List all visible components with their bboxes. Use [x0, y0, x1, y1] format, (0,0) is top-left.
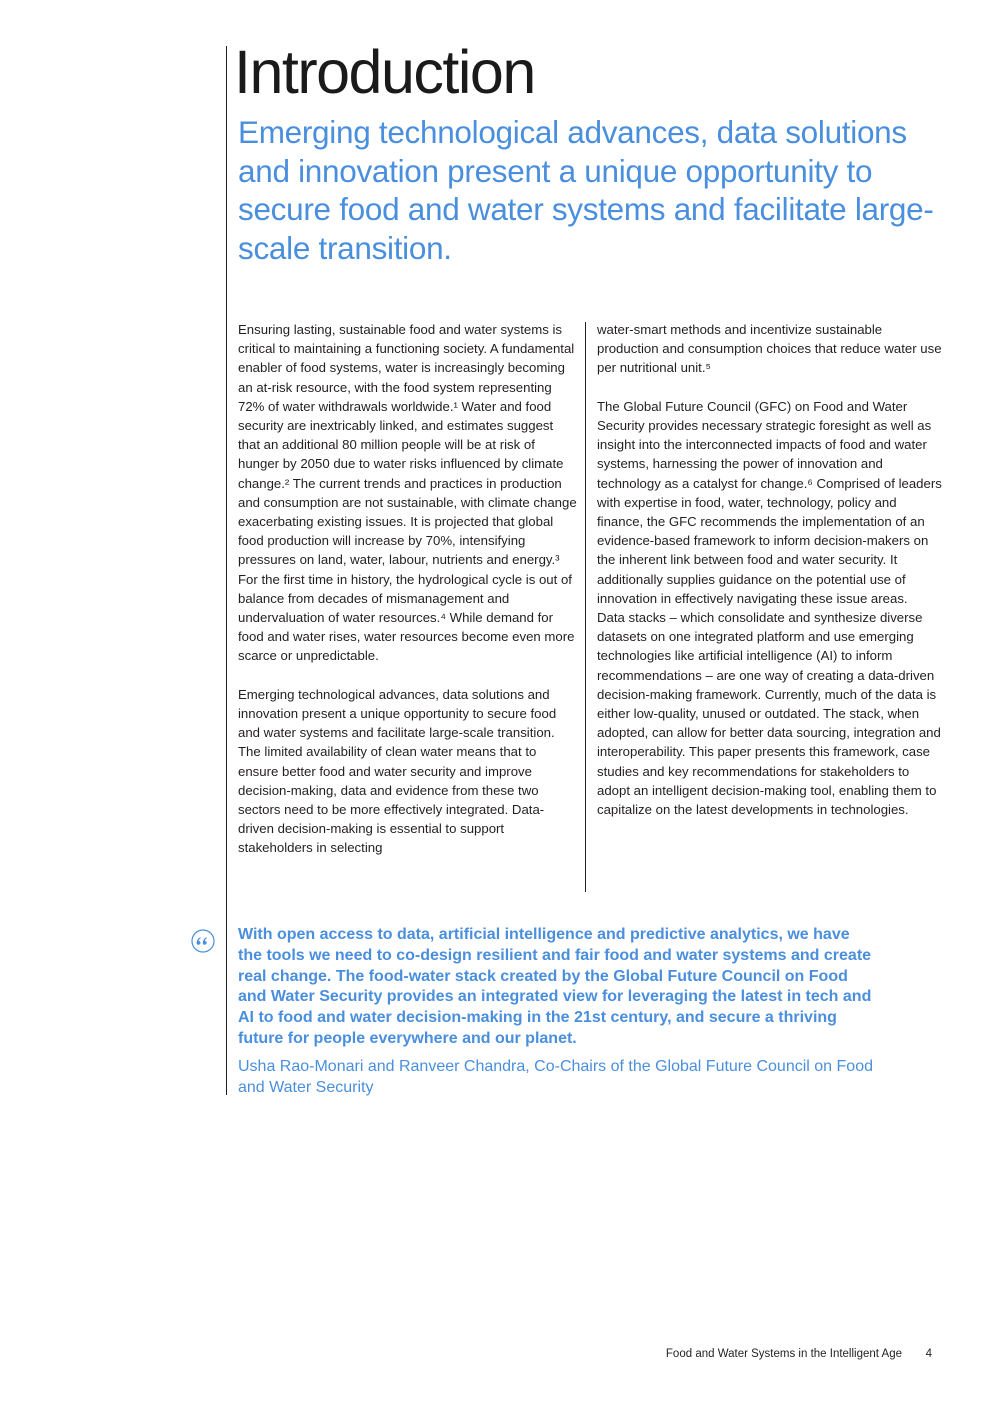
page-subtitle: Emerging technological advances, data solutions and innovation present a unique opportunity to secure food and water systems and facilitate large-scale transition.	[238, 114, 934, 266]
body-paragraph: Data stacks – which consolidate and synthesize diverse datasets on one integrated platform and use emerging technologies like artificial intelligence (AI) to inform recommendations – are one way of creating a data-driven decision-making framework. Currently, much of the data is either low-quality, unused or outdated. The stack, when adopted, can allow for better data sourcing, integration and interoperability. This paper presents this framework, case studies and key recommendations for stakeholders to adopt an intelligent decision-making tool, enabling them to capitalize on the latest developments in technologies.	[597, 610, 941, 818]
body-paragraph: Ensuring lasting, sustainable food and water systems is critical to maintaining a functioning society. A fundamental enabler of food systems, water is increasingly becoming an at-risk resource, with the food system representing 72% of water withdrawals worldwide.¹ Water and food security are inextricably linked, and estimates suggest that an additional 80 million people will be at risk of hunger by 2050 due to water risks influenced by climate change.² The current trends and practices in production and consumption are not sustainable, with climate change exacerbating existing issues. It is projected that global food production will increase by 70%, intensifying pressures on land, water, labour, nutrients and energy.³ For the first time in history, the hydrological cycle is out of balance from decades of mismanagement and undervaluation of water resources.⁴ While demand for food and water rises, water resources become even more scarce or unpredictable.	[238, 322, 577, 664]
body-paragraph: Emerging technological advances, data solutions and innovation present a unique opportunity to secure food and water systems and facilitate large-scale transition. The limited availability of clean water means that to ensure better food and water security and improve decision-making, data and evidence from these two sectors need to be more effectively integrated. Data-driven decision-making is essential to support stakeholders in selecting	[238, 686, 557, 856]
body-paragraph: The Global Future Council (GFC) on Food and Water Security provides necessary strategic foresight as well as insight into the interconnected impacts of food and water systems, harnessing the power of innovation and technology as a catalyst for change.⁶ Comprised of leaders with expertise in food, water, technology, policy and finance, the GFC recommends the implementation of an evidence-based framework to inform decision-makers on the inherent link between food and water security. It additionally supplies guidance on the potential use of innovation in effectively navigating these issue areas.	[597, 398, 942, 606]
quote-attribution: Usha Rao-Monari and Ranveer Chandra, Co-Chairs of the Global Future Council on Food and Water Security	[238, 1058, 873, 1096]
body-left-column	[238, 320, 578, 858]
page-title: Introduction	[234, 38, 535, 106]
pull-quote: With open access to data, artificial intelligence and predictive analytics, we have the tools we need to co-design resilient and fair food and water systems and create real change. The food-water stack created by the Global Future Council on Food and Water Security provides an integrated view for leveraging the latest in tech and AI to food and water decision-making in the 21st century, and secure a thriving future for people everywhere and our planet.	[238, 926, 872, 1047]
title-vertical-rule	[226, 46, 227, 1095]
quotation-mark-icon	[191, 929, 215, 953]
body-paragraph: water-smart methods and incentivize sustainable production and consumption choices that reduce water use per nutritional unit.⁵	[597, 322, 942, 376]
footer-document-title: Food and Water Systems in the Intelligent Age	[665, 1348, 902, 1360]
column-divider	[585, 322, 586, 892]
body-right-column	[597, 320, 942, 819]
footer-page-number: 4	[925, 1348, 932, 1360]
